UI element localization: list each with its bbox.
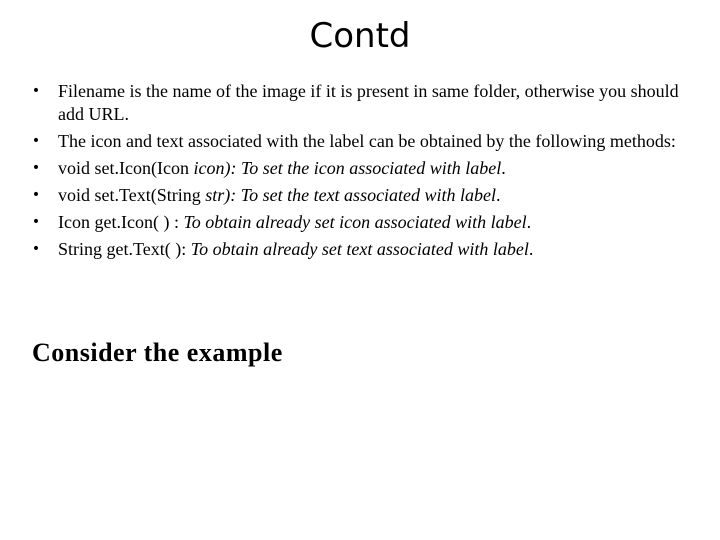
bullet-icon: • bbox=[31, 187, 41, 203]
bullet-text: The icon and text associated with the label can be obtained by the following methods: bbox=[58, 131, 676, 151]
example-heading: Consider the example bbox=[32, 338, 283, 367]
bullet-icon: • bbox=[31, 160, 41, 176]
list-item bbox=[30, 80, 690, 126]
bullet-icon: • bbox=[31, 241, 41, 257]
method-signature: String get.Text( ): bbox=[58, 239, 191, 259]
method-description: str): To set the text associated with label bbox=[205, 185, 497, 205]
method-description: icon): To set the icon associated with label bbox=[193, 158, 502, 178]
list-item bbox=[30, 184, 690, 207]
method-description: To obtain already set text associated with label bbox=[190, 239, 529, 259]
list-item bbox=[30, 157, 690, 180]
method-signature: Icon get.Icon( ) : bbox=[58, 212, 184, 232]
bullet-end: . bbox=[528, 239, 534, 259]
bullet-text: Filename is the name of the image if it is present in same folder, otherwise you should add URL. bbox=[58, 81, 679, 124]
method-signature: void set.Text(String bbox=[58, 185, 206, 205]
list-item bbox=[30, 130, 690, 153]
bullet-icon: • bbox=[31, 133, 41, 149]
bullet-end: . bbox=[501, 158, 506, 178]
bullet-list bbox=[30, 80, 690, 265]
bullet-icon: • bbox=[31, 214, 41, 230]
method-description: To obtain already set icon associated with label bbox=[183, 212, 527, 232]
bullet-end: . bbox=[526, 212, 532, 232]
slide-title: Contd bbox=[309, 16, 411, 56]
bullet-icon: • bbox=[31, 83, 41, 99]
bullet-end: . bbox=[496, 185, 501, 205]
method-signature: void set.Icon(Icon bbox=[58, 158, 194, 178]
list-item bbox=[30, 238, 690, 261]
list-item bbox=[30, 211, 690, 234]
